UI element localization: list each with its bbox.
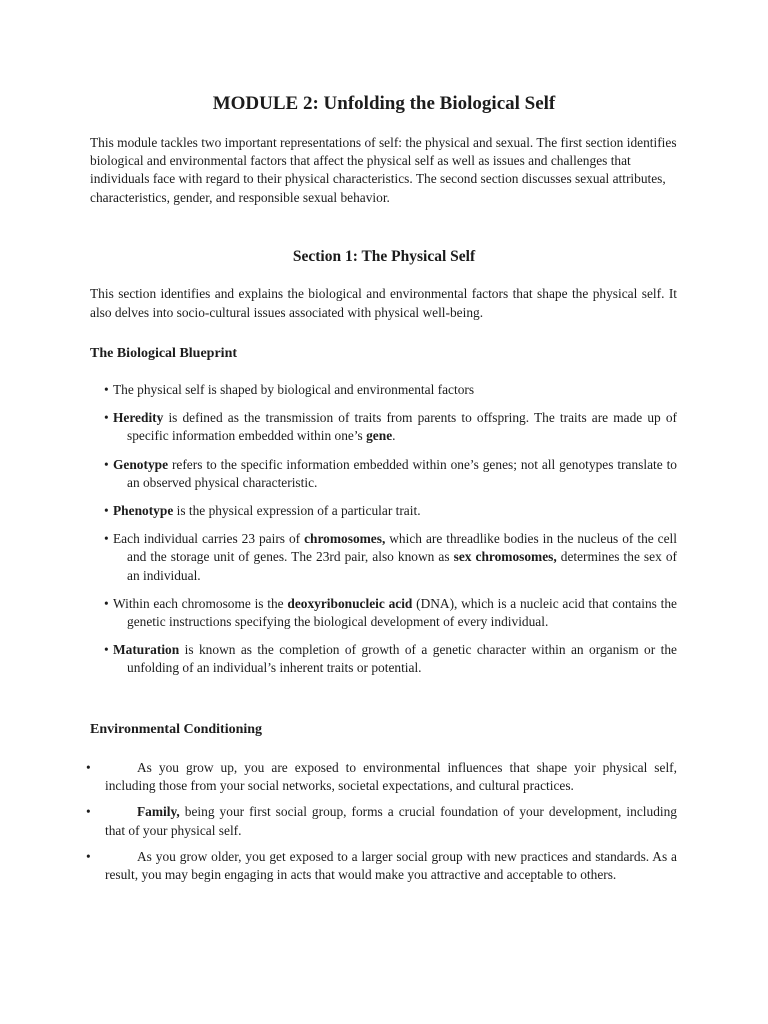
- list-item: • Family, being your first social group, forms a crucial foundation of your development, including that of your physical self.: [86, 804, 677, 838]
- bullet-icon: •: [104, 410, 109, 426]
- list-item: • Phenotype is the physical expression of a particular trait.: [104, 502, 677, 520]
- bullet-icon: •: [86, 804, 91, 820]
- term: Family,: [137, 804, 180, 820]
- list-item: • The physical self is shaped by biological and environmental factors: [104, 381, 677, 399]
- bullet-icon: •: [104, 642, 109, 658]
- bullet-icon: •: [104, 531, 109, 547]
- environment-heading: Environmental Conditioning: [90, 722, 263, 737]
- bullet-icon: •: [104, 503, 109, 519]
- section-title: Section 1: The Physical Self: [292, 248, 476, 265]
- term: gene: [366, 428, 393, 444]
- section-intro: This section identifies and explains the biological and environmental factors that shape the physical self. It also delves into socio-cultural issues associated with physical well-being.: [90, 286, 677, 320]
- list-item: • Genotype refers to the specific information embedded within one’s genes; not all genotypes translate to an observed physical characteristic.: [104, 456, 677, 490]
- list-item: • Each individual carries 23 pairs of chromosomes, which are threadlike bodies in the nucleus of the cell and the storage unit of genes. The 23rd pair, also known as sex chromosomes, determines the sex of an individual.: [104, 531, 677, 583]
- bullet-icon: •: [104, 382, 109, 397]
- list-item: • Maturation is known as the completion of growth of a genetic character within an organism or the unfolding of an individual’s inherent traits or potential.: [104, 642, 677, 676]
- term: sex chromosomes,: [453, 549, 557, 565]
- term: Maturation: [113, 642, 180, 658]
- term: Phenotype: [113, 503, 174, 519]
- module-title: MODULE 2: Unfolding the Biological Self: [212, 93, 556, 114]
- bullet-icon: •: [104, 456, 109, 472]
- list-item: • As you grow older, you get exposed to a larger social group with new practices and standards. As a result, you may begin engaging in acts that would make you attractive and acceptable to others.: [86, 848, 677, 883]
- environment-list: [86, 759, 677, 892]
- term: deoxyribonucleic acid: [287, 595, 413, 611]
- list-item: • Within each chromosome is the deoxyribonucleic acid (DNA), which is a nucleic acid that contains the genetic instructions specifying the biological development of every individual.: [104, 595, 677, 630]
- module-intro: This module tackles two important representations of self: the physical and sexual. The first section identifies biological and environmental factors that affect the physical self as well as issues and challenges that individuals face with regard to their physical characteristics. The second section discusses sexual attributes, characteristics, gender, and responsible sexual behavior.: [90, 135, 677, 205]
- bullet-icon: •: [104, 595, 109, 611]
- list-item: • Heredity is defined as the transmission of traits from parents to offspring. The traits are made up of specific information embedded within one’s gene.: [104, 410, 677, 444]
- bullet-icon: •: [86, 760, 91, 775]
- term: chromosomes,: [304, 531, 386, 547]
- blueprint-heading: The Biological Blueprint: [90, 346, 238, 361]
- term: Genotype: [113, 456, 169, 472]
- term: Heredity: [113, 410, 164, 426]
- list-item: • As you grow up, you are exposed to environmental influences that shape yoir physical self, including those from your social networks, societal expectations, and cultural practices.: [86, 760, 677, 794]
- blueprint-list: [104, 381, 677, 688]
- bullet-icon: •: [86, 848, 91, 864]
